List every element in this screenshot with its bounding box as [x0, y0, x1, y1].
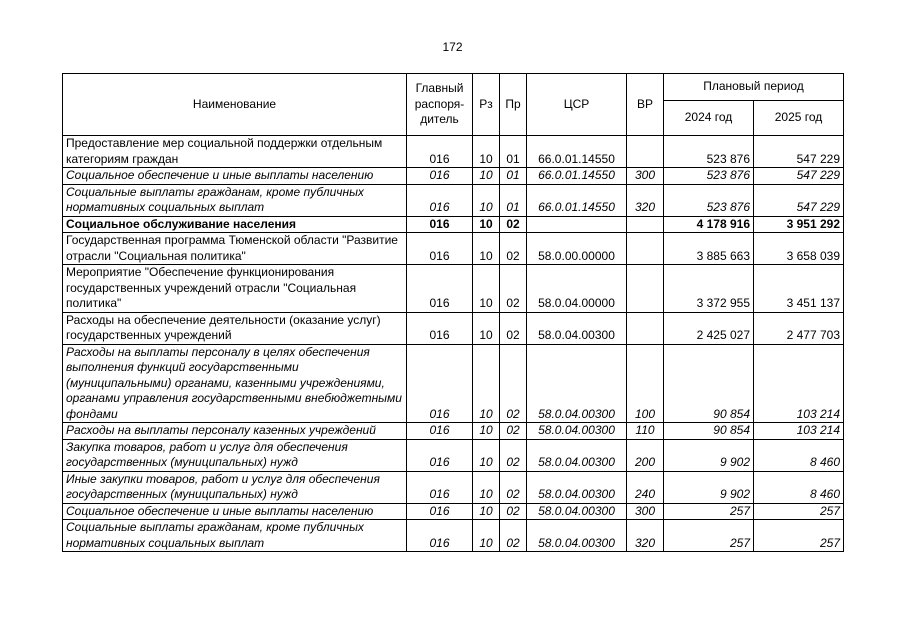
cell-2025: 8 460	[754, 439, 844, 471]
cell-vr: 240	[627, 471, 664, 503]
cell-2025: 257	[754, 503, 844, 520]
cell-name: Социальные выплаты гражданам, кроме публичных нормативных социальных выплат	[63, 520, 407, 552]
cell-pr: 01	[500, 168, 527, 185]
cell-2025: 103 214	[754, 423, 844, 440]
cell-main-manager: 016	[407, 520, 473, 552]
cell-rz: 10	[473, 233, 500, 265]
cell-pr: 02	[500, 312, 527, 344]
table-header	[63, 74, 844, 136]
cell-2025: 2 477 703	[754, 312, 844, 344]
cell-rz: 10	[473, 344, 500, 423]
cell-pr: 02	[500, 265, 527, 313]
header-year-2025: 2025 год	[754, 101, 844, 136]
cell-2025: 547 229	[754, 136, 844, 168]
table-row	[63, 233, 844, 265]
cell-name: Государственная программа Тюменской области "Развитие отрасли "Социальная политика"	[63, 233, 407, 265]
table-body	[63, 136, 844, 552]
cell-pr: 02	[500, 503, 527, 520]
cell-name: Социальные выплаты гражданам, кроме публичных нормативных социальных выплат	[63, 184, 407, 216]
cell-pr: 02	[500, 233, 527, 265]
cell-csr: 58.0.04.00300	[527, 423, 627, 440]
cell-vr: 300	[627, 503, 664, 520]
header-main-manager: Главный распоря-дитель	[407, 74, 473, 136]
cell-pr: 01	[500, 136, 527, 168]
cell-rz: 10	[473, 503, 500, 520]
cell-rz: 10	[473, 184, 500, 216]
cell-rz: 10	[473, 168, 500, 185]
cell-vr: 200	[627, 439, 664, 471]
cell-2025: 8 460	[754, 471, 844, 503]
cell-2024: 2 425 027	[664, 312, 754, 344]
cell-name: Социальное обеспечение и иные выплаты населению	[63, 503, 407, 520]
cell-rz: 10	[473, 312, 500, 344]
cell-csr: 58.0.04.00300	[527, 503, 627, 520]
cell-csr: 58.0.04.00300	[527, 344, 627, 423]
cell-csr: 58.0.04.00000	[527, 265, 627, 313]
cell-main-manager: 016	[407, 312, 473, 344]
cell-2024: 3 372 955	[664, 265, 754, 313]
table-row	[63, 168, 844, 185]
cell-vr	[627, 265, 664, 313]
cell-2024: 523 876	[664, 184, 754, 216]
cell-name: Расходы на обеспечение деятельности (оказание услуг) государственных учреждений	[63, 312, 407, 344]
header-rz: Рз	[473, 74, 500, 136]
table-row	[63, 265, 844, 313]
cell-2025: 257	[754, 520, 844, 552]
cell-csr: 58.0.04.00300	[527, 520, 627, 552]
table-row	[63, 184, 844, 216]
cell-main-manager: 016	[407, 136, 473, 168]
table-row	[63, 136, 844, 168]
cell-2025: 3 658 039	[754, 233, 844, 265]
cell-2025: 3 951 292	[754, 216, 844, 233]
cell-name: Закупка товаров, работ и услуг для обеспечения государственных (муниципальных) нужд	[63, 439, 407, 471]
cell-csr: 58.0.04.00300	[527, 471, 627, 503]
cell-2024: 4 178 916	[664, 216, 754, 233]
cell-main-manager: 016	[407, 233, 473, 265]
cell-2024: 523 876	[664, 168, 754, 185]
cell-vr	[627, 136, 664, 168]
cell-name: Социальное обеспечение и иные выплаты населению	[63, 168, 407, 185]
cell-vr: 320	[627, 184, 664, 216]
cell-name: Расходы на выплаты персоналу в целях обеспечения выполнения функций государственными (муниципальными) органами, казенными учреждениями, органами управления государственными внебюджетными фондами	[63, 344, 407, 423]
cell-rz: 10	[473, 265, 500, 313]
cell-rz: 10	[473, 520, 500, 552]
cell-vr: 320	[627, 520, 664, 552]
cell-rz: 10	[473, 136, 500, 168]
header-plan-period: Плановый период	[664, 74, 844, 101]
cell-name: Социальное обслуживание населения	[63, 216, 407, 233]
cell-csr: 58.0.00.00000	[527, 233, 627, 265]
cell-2024: 257	[664, 520, 754, 552]
cell-pr: 02	[500, 439, 527, 471]
cell-rz: 10	[473, 471, 500, 503]
cell-name: Мероприятие "Обеспечение функционирования государственных учреждений отрасли "Социальная политика"	[63, 265, 407, 313]
cell-csr: 66.0.01.14550	[527, 168, 627, 185]
cell-pr: 02	[500, 344, 527, 423]
cell-main-manager: 016	[407, 265, 473, 313]
header-csr: ЦСР	[527, 74, 627, 136]
table-row	[63, 439, 844, 471]
table-row	[63, 344, 844, 423]
cell-2025: 547 229	[754, 184, 844, 216]
budget-table	[62, 73, 844, 552]
cell-rz: 10	[473, 439, 500, 471]
cell-csr: 66.0.01.14550	[527, 184, 627, 216]
cell-vr	[627, 233, 664, 265]
cell-rz: 10	[473, 423, 500, 440]
cell-vr: 100	[627, 344, 664, 423]
cell-2025: 103 214	[754, 344, 844, 423]
cell-pr: 02	[500, 520, 527, 552]
cell-pr: 02	[500, 423, 527, 440]
cell-main-manager: 016	[407, 439, 473, 471]
cell-main-manager: 016	[407, 168, 473, 185]
header-year-2024: 2024 год	[664, 101, 754, 136]
header-vr: ВР	[627, 74, 664, 136]
cell-csr: 66.0.01.14550	[527, 136, 627, 168]
cell-main-manager: 016	[407, 503, 473, 520]
header-pr: Пр	[500, 74, 527, 136]
cell-2024: 90 854	[664, 423, 754, 440]
cell-name: Расходы на выплаты персоналу казенных учреждений	[63, 423, 407, 440]
table-row	[63, 423, 844, 440]
cell-main-manager: 016	[407, 423, 473, 440]
cell-2024: 257	[664, 503, 754, 520]
cell-pr: 01	[500, 184, 527, 216]
cell-main-manager: 016	[407, 344, 473, 423]
cell-vr	[627, 216, 664, 233]
cell-csr: 58.0.04.00300	[527, 312, 627, 344]
cell-rz: 10	[473, 216, 500, 233]
table-row	[63, 520, 844, 552]
cell-name: Иные закупки товаров, работ и услуг для обеспечения государственных (муниципальных) нужд	[63, 471, 407, 503]
cell-2024: 9 902	[664, 471, 754, 503]
cell-2025: 3 451 137	[754, 265, 844, 313]
cell-vr: 110	[627, 423, 664, 440]
cell-vr	[627, 312, 664, 344]
cell-pr: 02	[500, 216, 527, 233]
cell-csr	[527, 216, 627, 233]
cell-2024: 523 876	[664, 136, 754, 168]
header-name: Наименование	[63, 74, 407, 136]
cell-pr: 02	[500, 471, 527, 503]
cell-vr: 300	[627, 168, 664, 185]
cell-name: Предоставление мер социальной поддержки отдельным категориям граждан	[63, 136, 407, 168]
cell-main-manager: 016	[407, 184, 473, 216]
table-row	[63, 471, 844, 503]
cell-2025: 547 229	[754, 168, 844, 185]
cell-2024: 9 902	[664, 439, 754, 471]
table-row	[63, 312, 844, 344]
table-row	[63, 503, 844, 520]
cell-csr: 58.0.04.00300	[527, 439, 627, 471]
table-row	[63, 216, 844, 233]
cell-main-manager: 016	[407, 216, 473, 233]
cell-main-manager: 016	[407, 471, 473, 503]
cell-2024: 90 854	[664, 344, 754, 423]
page-number: 172	[442, 40, 463, 54]
cell-2024: 3 885 663	[664, 233, 754, 265]
